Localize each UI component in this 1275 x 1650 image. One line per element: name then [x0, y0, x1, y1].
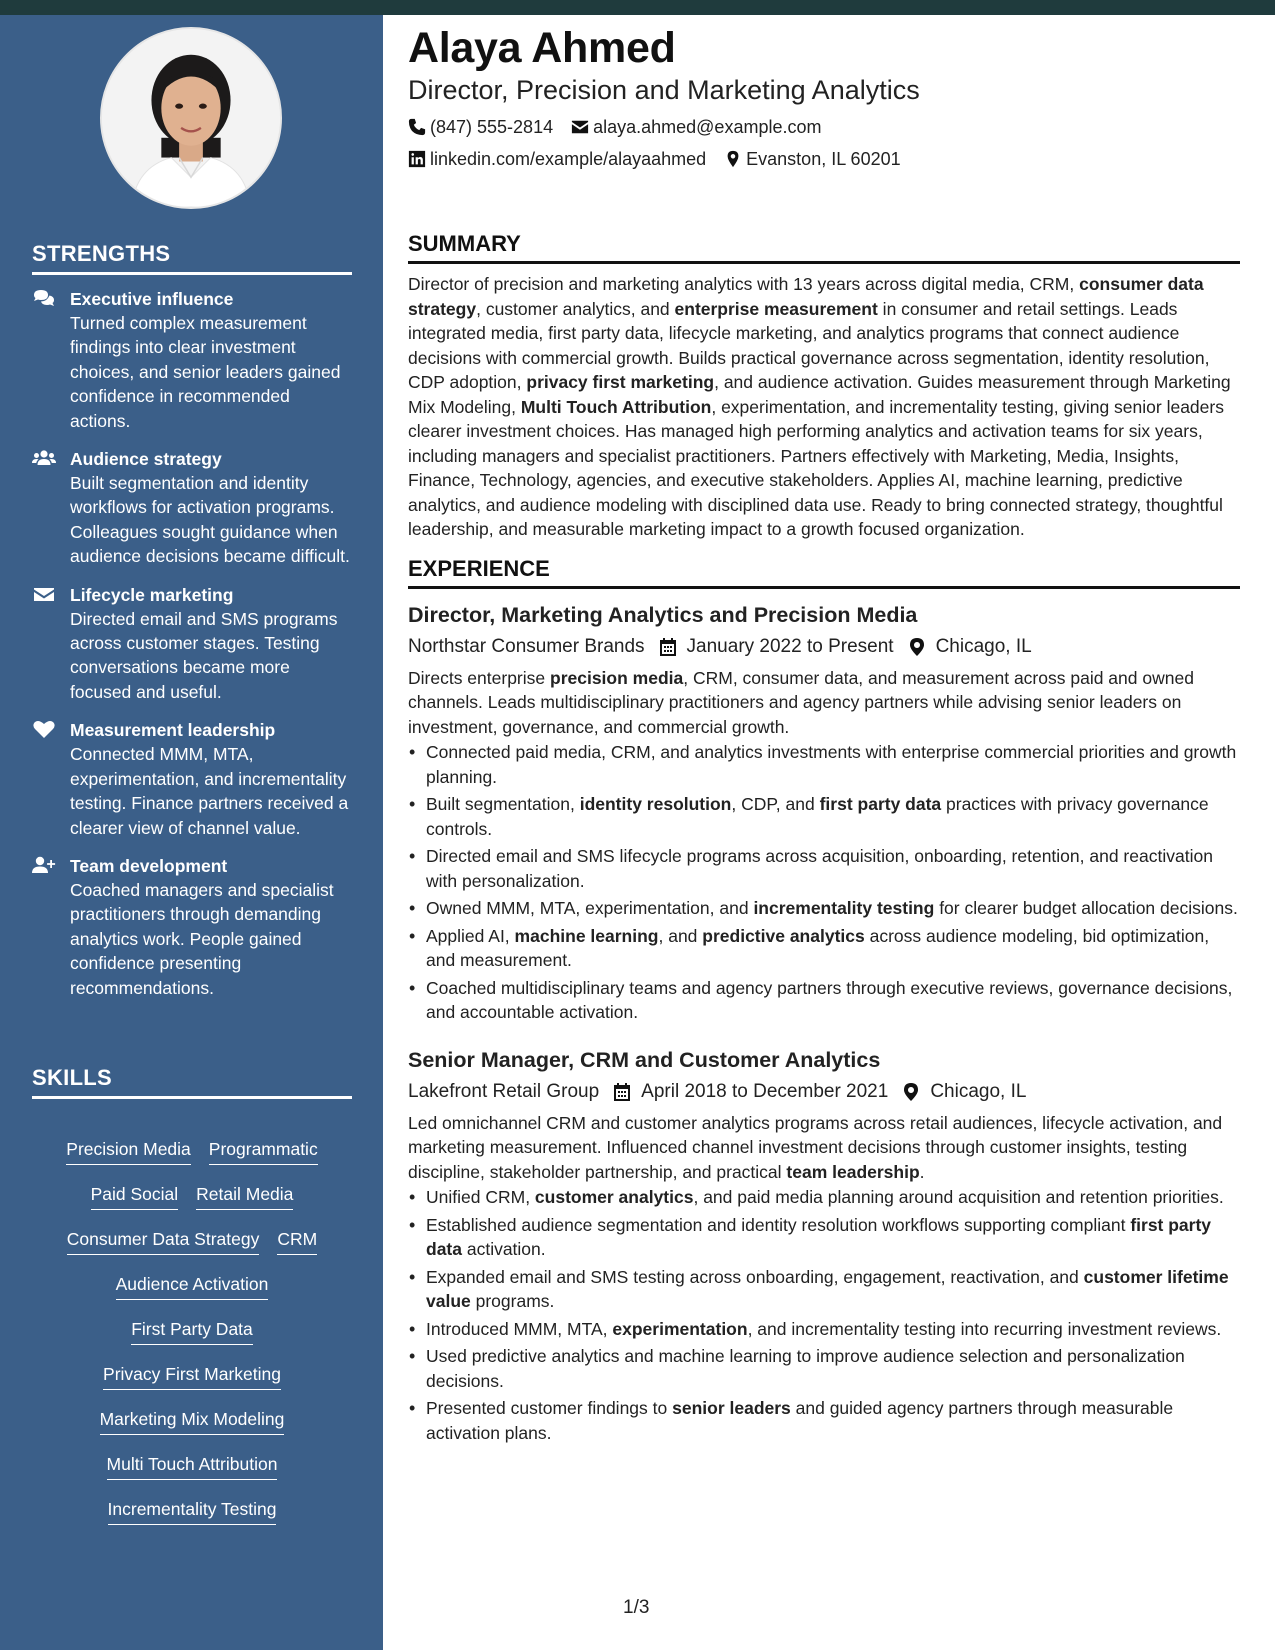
skills-row: [32, 1137, 352, 1182]
bold-text: senior leaders: [672, 1398, 791, 1418]
skills-row: [32, 1497, 352, 1542]
bullet-item: [408, 1396, 1240, 1445]
summary-text: [408, 272, 1240, 542]
strength-description: Directed email and SMS programs across customer stages. Testing conversations became more focused and useful.: [70, 608, 338, 702]
company-name: Northstar Consumer Brands: [408, 635, 645, 657]
text-run: , and paid media planning around acquisition and retention priorities.: [693, 1187, 1224, 1207]
text-run: Expanded email and SMS testing across onboarding, engagement, reactivation, and: [426, 1266, 1084, 1287]
text-run: for clearer budget allocation decisions.: [934, 898, 1238, 918]
skill-tag: Marketing Mix Modeling: [100, 1407, 285, 1435]
bold-text: team leadership: [786, 1161, 920, 1182]
job-entry: [408, 1046, 1240, 1446]
job-description: [408, 1111, 1240, 1185]
strengths-heading: STRENGTHS: [32, 241, 352, 275]
bullet-item: [408, 1213, 1240, 1262]
bold-text: customer lifetime value: [426, 1266, 1229, 1311]
text-run: Applied AI,: [426, 925, 515, 946]
strength-item: [32, 718, 352, 840]
skill-tag: Multi Touch Attribution: [107, 1452, 278, 1480]
contact-line: [408, 115, 1240, 139]
text-run: , and incrementality testing into recurring investment reviews.: [747, 1318, 1222, 1339]
strength-title: Team development: [70, 855, 228, 876]
map-marker-icon: [724, 150, 742, 168]
bold-text: machine learning: [514, 925, 659, 946]
email-contact: [571, 115, 821, 139]
strength-title: Audience strategy: [70, 449, 222, 470]
envelope-icon: [571, 118, 589, 136]
bullet-item: [408, 740, 1240, 789]
text-run: Unified CRM,: [426, 1187, 535, 1207]
skill-tag: Privacy First Marketing: [103, 1362, 281, 1390]
job-location: Chicago, IL: [930, 1080, 1027, 1102]
map-marker-icon: [902, 1082, 920, 1102]
experience-heading: EXPERIENCE: [408, 556, 1240, 589]
candidate-title: Director, Precision and Marketing Analytics: [408, 75, 920, 105]
text-run: , customer analytics, and: [476, 298, 675, 319]
text-run: Director of precision and marketing analytics with 13 years across digital media, CRM,: [408, 274, 1080, 294]
text-run: Introduced MMM, MTA,: [426, 1318, 613, 1339]
linkedin-contact: [408, 147, 706, 171]
bullet-item: [408, 1265, 1240, 1314]
company-name: Lakefront Retail Group: [408, 1080, 600, 1102]
skills-row: [32, 1272, 352, 1317]
users-icon: [32, 448, 56, 468]
envelope-icon: [32, 584, 56, 604]
strength-item: [32, 583, 352, 705]
calendar-icon: [659, 637, 677, 657]
strengths-list: [32, 287, 352, 1014]
bold-text: privacy first marketing: [526, 372, 715, 392]
linkedin-url: linkedin.com/example/alayaahmed: [430, 149, 707, 169]
skills-row: [32, 1227, 352, 1272]
text-run: programs.: [470, 1291, 555, 1311]
location-text: Evanston, IL 60201: [746, 149, 901, 169]
text-run: Directs enterprise: [408, 667, 550, 688]
bullet-item: [408, 896, 1240, 921]
email-address: alaya.ahmed@example.com: [593, 117, 822, 137]
bold-text: precision media: [550, 667, 684, 688]
job-meta: [408, 634, 1240, 660]
candidate-name: Alaya Ahmed: [408, 24, 676, 72]
skills-heading: SKILLS: [32, 1065, 352, 1099]
bold-text: enterprise measurement: [674, 298, 878, 319]
bullet-item: [408, 1344, 1240, 1393]
bold-text: first party data: [819, 794, 942, 814]
strength-item: [32, 854, 352, 1000]
text-run: Established audience segmentation and identity resolution workflows supporting compliant: [426, 1214, 1131, 1235]
bullet-item: [408, 844, 1240, 893]
linkedin-icon: [408, 150, 426, 168]
heart-icon: [32, 719, 56, 739]
job-title: Senior Manager, CRM and Customer Analytics: [408, 1047, 881, 1072]
text-run: Directed email and SMS lifecycle programs across acquisition, onboarding, retention, and reactivation with personalization.: [426, 846, 1213, 891]
strength-item: [32, 447, 352, 569]
bullet-item: [408, 924, 1240, 973]
contact-line: [408, 147, 1240, 171]
phone-contact: [408, 115, 553, 139]
bold-text: Multi Touch Attribution: [520, 396, 712, 417]
text-run: , and: [658, 925, 703, 946]
skill-tag: Incrementality Testing: [108, 1497, 277, 1525]
text-run: , CDP, and: [731, 794, 820, 814]
text-run: Coached multidisciplinary teams and agency partners through executive reviews, governance decisions, and accountable activation.: [426, 977, 1233, 1022]
text-run: practices with privacy governance controls.: [426, 794, 1209, 839]
strength-description: Built segmentation and identity workflows for activation programs. Colleagues sought guidance when audience decisions became difficult.: [70, 473, 350, 567]
location-contact: [724, 147, 900, 171]
strength-description: Connected MMM, MTA, experimentation, and incrementality testing. Finance partners received a clearer view of channel value.: [70, 744, 349, 838]
text-run: , and audience activation. Guides measurement through Marketing Mix Modeling,: [408, 372, 1231, 417]
text-run: .: [919, 1161, 925, 1182]
bullet-item: [408, 792, 1240, 841]
job-description: [408, 666, 1240, 740]
text-run: in consumer and retail settings. Leads integrated media, first party data, lifecycle marketing, and analytics programs that connect audience decisions with commercial growth. Builds practical governance across segmentation, identity resolution, CDP adoption,: [408, 298, 1210, 392]
phone-icon: [408, 118, 426, 136]
skill-tag: Precision Media: [66, 1137, 191, 1165]
bold-text: identity resolution: [579, 794, 732, 814]
job-entry: [408, 601, 1240, 1025]
text-run: Owned MMM, MTA, experimentation, and: [426, 898, 754, 918]
bullet-item: [408, 1185, 1240, 1210]
main-content: [408, 15, 1240, 1448]
strength-title: Executive influence: [70, 289, 234, 309]
job-location-group: [902, 1079, 1026, 1105]
job-title: Director, Marketing Analytics and Precision Media: [408, 602, 918, 627]
bold-text: first party data: [426, 1214, 1212, 1259]
bold-text: incrementality testing: [753, 898, 935, 918]
text-run: Built segmentation,: [426, 794, 580, 814]
text-run: Used predictive analytics and machine learning to improve audience selection and personalization decisions.: [426, 1346, 1185, 1391]
phone-number: (847) 555-2814: [430, 117, 554, 137]
skill-tag: Programmatic: [209, 1137, 318, 1165]
skills-row: [32, 1452, 352, 1497]
text-run: , CRM, consumer data, and measurement across paid and owned channels. Leads multidisciplinary practitioners and agency partners while advising senior leaders on investment, governance, and commercial growth.: [408, 667, 1194, 737]
text-run: Connected paid media, CRM, and analytics investments with enterprise commercial priorities and growth planning.: [426, 742, 1237, 787]
job-dates: January 2022 to Present: [686, 635, 894, 657]
job-dates: April 2018 to December 2021: [641, 1080, 889, 1102]
bold-text: predictive analytics: [702, 925, 865, 946]
skill-tag: Paid Social: [91, 1182, 179, 1210]
skill-tag: Retail Media: [196, 1182, 293, 1210]
strength-title: Measurement leadership: [70, 720, 276, 741]
text-run: Led omnichannel CRM and customer analytics programs across retail audiences, lifecycle activation, and marketing measurement. Influenced channel investment decisions through customer insights, testing discipline, stakeholder partnership, and practical: [408, 1112, 1223, 1182]
summary-heading: SUMMARY: [408, 231, 1240, 264]
strength-title: Lifecycle marketing: [70, 584, 234, 605]
map-marker-icon: [908, 637, 926, 657]
strength-item: [32, 287, 352, 433]
skill-tag: First Party Data: [131, 1317, 253, 1345]
page-number: 1/3: [623, 1597, 650, 1618]
comments-icon: [32, 288, 56, 308]
job-location-group: [908, 634, 1032, 660]
top-bar: [0, 0, 1275, 15]
job-meta: [408, 1079, 1240, 1105]
bold-text: experimentation: [612, 1318, 748, 1339]
strength-description: Turned complex measurement findings into clear investment choices, and senior leaders gained confidence in recommended actions.: [70, 313, 341, 431]
calendar-icon: [613, 1082, 631, 1102]
skill-tag: CRM: [277, 1227, 317, 1255]
job-location: Chicago, IL: [935, 635, 1032, 657]
job-bullets: [408, 1185, 1240, 1445]
text-run: , experimentation, and incrementality testing, giving senior leaders clearer investment choices. Has managed high performing analytics and activation teams for six years, including managers and specialist practitioners. Partners effectively with Marketing, Media, Insights, Finance, Technology, agencies, and executive stakeholders. Applies AI, machine learning, predictive analytics, and audience modeling with disciplined data use. Ready to bring connected strategy, thoughtful leadership, and measurable marketing impact to a growth focused organization.: [408, 396, 1224, 539]
job-bullets: [408, 740, 1240, 1025]
skills-row: [32, 1407, 352, 1452]
bullet-item: [408, 976, 1240, 1025]
job-dates-group: [659, 634, 894, 660]
sidebar: [0, 15, 383, 1650]
text-run: activation.: [461, 1239, 546, 1259]
text-run: across audience modeling, bid optimization, and measurement.: [426, 925, 1210, 970]
text-run: and guided agency partners through measurable activation plans.: [426, 1398, 1174, 1443]
bold-text: consumer data strategy: [408, 274, 1204, 319]
profile-photo: [102, 29, 280, 207]
skills-row: [32, 1182, 352, 1227]
job-dates-group: [613, 1079, 888, 1105]
bullet-item: [408, 1317, 1240, 1342]
skills-row: [32, 1317, 352, 1362]
skills-row: [32, 1362, 352, 1407]
strength-description: Coached managers and specialist practitioners through demanding analytics work. People gained confidence presenting recommendations.: [70, 879, 334, 998]
bold-text: customer analytics: [534, 1187, 694, 1207]
skill-tag: Consumer Data Strategy: [67, 1227, 260, 1255]
avatar: [100, 27, 282, 209]
text-run: Presented customer findings to: [426, 1398, 673, 1418]
skill-tag: Audience Activation: [116, 1272, 269, 1300]
skills-list: [32, 1139, 352, 1542]
user-plus-icon: [32, 855, 56, 875]
